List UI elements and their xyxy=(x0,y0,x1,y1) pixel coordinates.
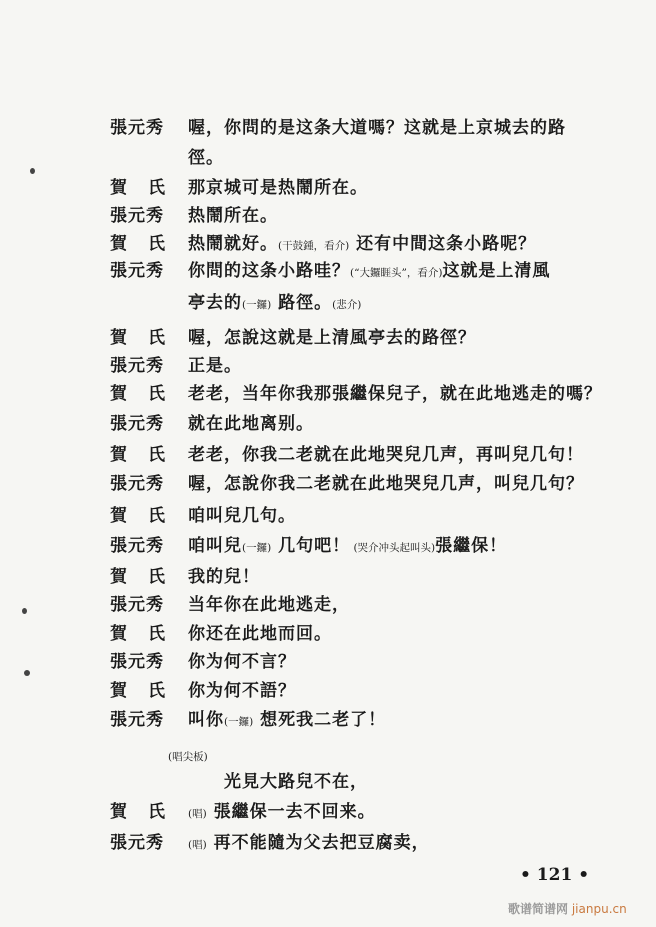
speaker-name: 張元秀 xyxy=(110,206,164,226)
dialogue-line xyxy=(0,117,656,139)
dialogue-line xyxy=(0,327,656,349)
line-text xyxy=(188,355,242,377)
speaker-name: 張元秀 xyxy=(110,652,164,672)
dialogue-text: 你为何不言？ xyxy=(188,652,296,672)
speaker-name: 張元秀 xyxy=(110,536,164,556)
line-text xyxy=(168,744,208,768)
dialogue-text: 張繼保一去不回来。 xyxy=(206,802,376,822)
dialogue-text: 你为何不語？ xyxy=(188,681,296,701)
stage-direction: (一鑼) xyxy=(242,542,272,554)
stage-direction: (哭介冲头起叫头) xyxy=(350,542,436,554)
line-text xyxy=(188,832,430,856)
dialogue-text: 那京城可是热鬧所在。 xyxy=(188,178,368,198)
speaker-name: 賀 氏 xyxy=(110,384,167,404)
dialogue-text: 喔，你問的是这条大道嗎？这就是上京城去的路 xyxy=(188,118,566,138)
dialogue-line xyxy=(0,771,656,793)
line-text xyxy=(188,260,550,284)
dialogue-text: 还有中間这条小路呢？ xyxy=(349,234,537,254)
stage-direction: (唱) xyxy=(188,839,207,851)
speaker-name: 張元秀 xyxy=(110,261,164,281)
dialogue-line xyxy=(0,623,656,645)
dialogue-text: 想死我二老了！ xyxy=(253,710,387,730)
dialogue-line xyxy=(0,355,656,377)
dialogue-text: 喔，怎說你我二老就在此地哭兒几声，叫兒几句？ xyxy=(188,474,584,494)
dialogue-text: 亭去的 xyxy=(188,293,242,313)
dialogue-line xyxy=(0,147,656,169)
dialogue-text: 就在此地离别。 xyxy=(188,414,314,434)
stage-direction: (一鑼) xyxy=(224,716,254,728)
stage-direction: (干鼓鍾，看介) xyxy=(278,240,350,252)
dialogue-line xyxy=(0,566,656,588)
scan-speck xyxy=(24,670,30,676)
dialogue-line xyxy=(0,413,656,435)
stage-direction: (一鑼) xyxy=(242,299,272,311)
page-number: • 121 • xyxy=(520,865,590,885)
dialogue-text: 正是。 xyxy=(188,356,242,376)
dialogue-text: 咱叫兒几句。 xyxy=(188,506,296,526)
speaker-name: 張元秀 xyxy=(110,356,164,376)
dialogue-line xyxy=(0,205,656,227)
dialogue-text: 咱叫兒 xyxy=(188,536,242,556)
dialogue-text: 叫你 xyxy=(188,710,224,730)
dialogue-line xyxy=(0,233,656,255)
line-text xyxy=(188,117,566,139)
line-text xyxy=(188,709,386,733)
stage-direction: (唱尖板) xyxy=(168,751,208,763)
speaker-name: 張元秀 xyxy=(110,414,164,434)
dialogue-line xyxy=(0,709,656,731)
dialogue-line xyxy=(0,444,656,466)
dialogue-text: 你还在此地而回。 xyxy=(188,624,332,644)
dialogue-text: 你問的这条小路哇？ xyxy=(188,261,350,281)
speaker-name: 張元秀 xyxy=(110,595,164,615)
speaker-name: 賀 氏 xyxy=(110,178,167,198)
line-text xyxy=(188,801,376,825)
line-text xyxy=(188,594,350,616)
stage-direction: (唱) xyxy=(188,808,207,820)
line-text xyxy=(188,771,368,793)
dialogue-line xyxy=(0,651,656,673)
speaker-name: 賀 氏 xyxy=(110,234,167,254)
dialogue-line xyxy=(0,535,656,557)
dialogue-text: 徑。 xyxy=(188,148,224,168)
line-text xyxy=(188,444,584,466)
stage-direction: (悲介) xyxy=(332,299,362,311)
speaker-name: 賀 氏 xyxy=(110,624,167,644)
speaker-name: 賀 氏 xyxy=(110,506,167,526)
speaker-name: 賀 氏 xyxy=(110,802,167,822)
line-text xyxy=(188,327,476,349)
line-text xyxy=(188,147,224,169)
scan-speck xyxy=(22,608,27,614)
dialogue-text: 光見大路兒不在， xyxy=(188,772,368,792)
watermark-en: jianpu.cn xyxy=(571,902,627,916)
dialogue-line xyxy=(0,594,656,616)
stage-direction: (“大鑼睚头”，看介) xyxy=(350,267,443,279)
speaker-name: 賀 氏 xyxy=(110,567,167,587)
dialogue-line xyxy=(0,680,656,702)
dialogue-text: 喔，怎說这就是上清風亭去的路徑？ xyxy=(188,328,476,348)
speaker-name: 賀 氏 xyxy=(110,328,167,348)
dialogue-text: 热鬧所在。 xyxy=(188,206,278,226)
dialogue-line xyxy=(0,260,656,282)
line-text xyxy=(188,413,314,435)
dialogue-line xyxy=(0,177,656,199)
watermark-cn: 歌谱简谱网 xyxy=(508,902,569,916)
line-text xyxy=(188,651,296,673)
line-text xyxy=(188,566,260,588)
dialogue-text: 这就是上清風 xyxy=(442,261,551,281)
dialogue-line xyxy=(0,383,656,405)
dialogue-text: 我的兒！ xyxy=(188,567,260,587)
line-text xyxy=(188,177,368,199)
line-text xyxy=(188,473,584,495)
dialogue-text: 老老，当年你我那張繼保兒子，就在此地逃走的嗎？ xyxy=(188,384,602,404)
line-text xyxy=(188,292,361,316)
line-text xyxy=(188,233,536,257)
speaker-name: 張元秀 xyxy=(110,710,164,730)
watermark xyxy=(508,901,627,917)
dialogue-text: 几句吧！ xyxy=(271,536,351,556)
dialogue-text: 張繼保！ xyxy=(435,536,508,556)
line-text xyxy=(188,383,602,405)
dialogue-line xyxy=(0,744,656,766)
dialogue-line xyxy=(0,473,656,495)
line-text xyxy=(188,680,296,702)
dialogue-text: 再不能隨为父去把豆腐卖， xyxy=(206,833,430,853)
line-text xyxy=(188,205,278,227)
speaker-name: 張元秀 xyxy=(110,118,164,138)
speaker-name: 張元秀 xyxy=(110,833,164,853)
line-text xyxy=(188,535,507,559)
dialogue-text: 路徑。 xyxy=(271,293,333,313)
speaker-name: 賀 氏 xyxy=(110,681,167,701)
dialogue-line xyxy=(0,801,656,823)
dialogue-text: 当年你在此地逃走， xyxy=(188,595,350,615)
scan-speck xyxy=(30,168,35,174)
speaker-name: 張元秀 xyxy=(110,474,164,494)
dialogue-text: 热鬧就好。 xyxy=(188,234,278,254)
dialogue-line xyxy=(0,832,656,854)
line-text xyxy=(188,505,296,527)
dialogue-line xyxy=(0,292,656,314)
speaker-name: 賀 氏 xyxy=(110,445,167,465)
dialogue-text: 老老，你我二老就在此地哭兒几声，再叫兒几句！ xyxy=(188,445,584,465)
line-text xyxy=(188,623,332,645)
dialogue-line xyxy=(0,505,656,527)
